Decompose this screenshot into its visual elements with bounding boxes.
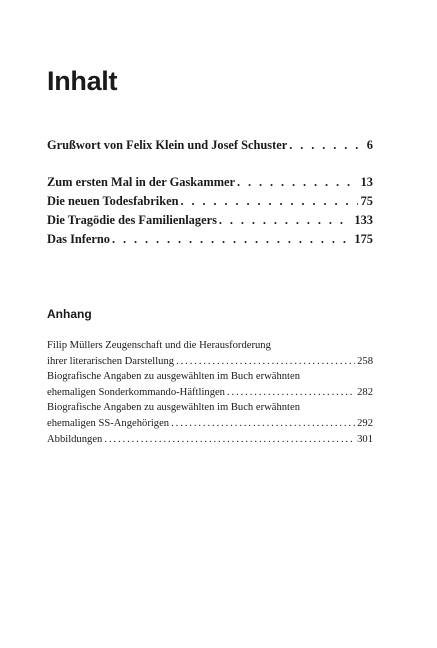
appendix-entry-title-line: Biografische Angaben zu ausgewählten im Buch erwähnten [47, 402, 300, 414]
dot-leader [104, 432, 355, 448]
foreword-section [47, 136, 373, 155]
dot-leader [289, 136, 364, 155]
appendix-list [47, 338, 373, 447]
toc-entry-title: Die neuen Todesfabriken [47, 194, 179, 208]
appendix-entry-1[interactable] [47, 338, 373, 369]
appendix-entry-3[interactable] [47, 400, 373, 431]
toc-page-number: 75 [360, 194, 373, 208]
toc-page-number: 13 [360, 175, 373, 189]
toc-entry-title: Das Inferno [47, 232, 110, 246]
toc-entry-foreword[interactable] [47, 136, 373, 155]
dot-leader [176, 354, 355, 370]
appendix-entry-title-line: ihrer literarischen Darstellung [47, 355, 175, 367]
appendix-entry-2[interactable] [47, 369, 373, 400]
dot-leader [227, 385, 355, 401]
toc-page-number: 6 [366, 138, 373, 152]
dot-leader [181, 192, 358, 211]
toc-page-number: 292 [357, 417, 373, 429]
toc-page-number: 175 [354, 232, 373, 246]
appendix-entry-4[interactable] [47, 432, 373, 448]
page-title: Inhalt [47, 66, 118, 96]
appendix-entry-title-line: Biografische Angaben zu ausgewählten im Buch erwähnten [47, 371, 300, 383]
dot-leader [112, 230, 351, 249]
dot-leader [219, 211, 352, 230]
chapters-section [47, 173, 373, 249]
toc-page-number: 282 [357, 386, 373, 398]
dot-leader [171, 416, 355, 432]
toc-entry-chapter-1[interactable] [47, 173, 373, 192]
toc-page-number: 133 [354, 213, 373, 227]
dot-leader [237, 173, 358, 192]
toc-page-number: 258 [357, 355, 373, 367]
toc-entry-title: Grußwort von Felix Klein und Josef Schuster [47, 138, 288, 152]
toc-entry-chapter-2[interactable] [47, 192, 373, 211]
toc-page-number: 301 [357, 433, 373, 445]
appendix-entry-title-line: ehemaligen SS-Angehörigen [47, 417, 170, 429]
appendix-entry-title-line: ehemaligen Sonderkommando-Häftlingen [47, 386, 225, 398]
appendix-entry-title-line: Filip Müllers Zeugenschaft und die Herausforderung [47, 340, 271, 351]
appendix-heading: Anhang [47, 307, 92, 321]
toc-entry-title: Die Tragödie des Familienlagers [47, 213, 217, 227]
toc-entry-chapter-3[interactable] [47, 211, 373, 230]
toc-entry-chapter-4[interactable] [47, 230, 373, 249]
toc-entry-title: Zum ersten Mal in der Gaskammer [47, 175, 236, 189]
appendix-entry-title-line: Abbildungen [47, 433, 103, 445]
